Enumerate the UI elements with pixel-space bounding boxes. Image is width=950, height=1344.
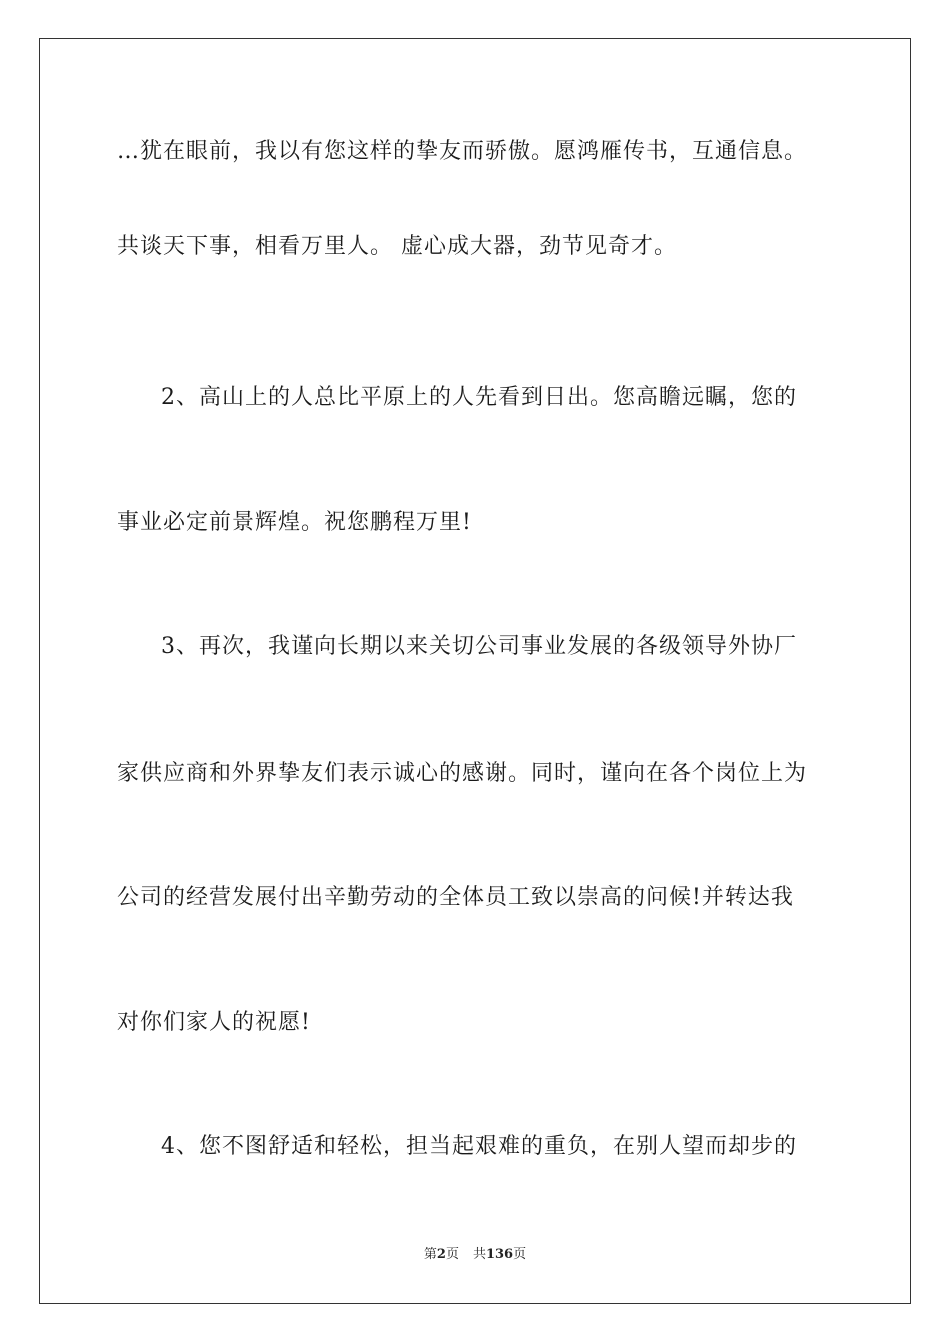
text-line-3: 2、高山上的人总比平原上的人先看到日出。您高瞻远瞩，您的 bbox=[161, 385, 797, 410]
text-line-2: 共谈天下事，相看万里人。 虚心成大器，劲节见奇才。 bbox=[117, 234, 677, 259]
footer-total-prefix: 共 bbox=[472, 1247, 486, 1262]
text-line-4: 事业必定前景辉煌。祝您鹏程万里! bbox=[117, 510, 472, 535]
page-footer bbox=[0, 1246, 950, 1264]
text-line-6: 家供应商和外界挚友们表示诚心的感谢。同时，谨向在各个岗位上为 bbox=[117, 761, 808, 786]
text-line-1: …犹在眼前，我以有您这样的挚友而骄傲。愿鸿雁传书，互通信息。 bbox=[117, 139, 808, 164]
text-line-7: 公司的经营发展付出辛勤劳动的全体员工致以崇高的问候!并转达我 bbox=[117, 885, 794, 910]
text-line-8: 对你们家人的祝愿! bbox=[117, 1010, 311, 1035]
text-line-9: 4、您不图舒适和轻松，担当起艰难的重负，在别人望而却步的 bbox=[161, 1134, 797, 1159]
text-line-5: 3、再次，我谨向长期以来关切公司事业发展的各级领导外协厂 bbox=[161, 634, 797, 659]
footer-page-number: 2 bbox=[436, 1247, 446, 1262]
footer-page-suffix: 页 bbox=[445, 1247, 459, 1262]
footer-page-prefix: 第 bbox=[423, 1247, 437, 1262]
footer-total-suffix: 页 bbox=[513, 1247, 527, 1262]
page-border bbox=[39, 38, 911, 1304]
footer-total-pages: 136 bbox=[485, 1247, 514, 1262]
